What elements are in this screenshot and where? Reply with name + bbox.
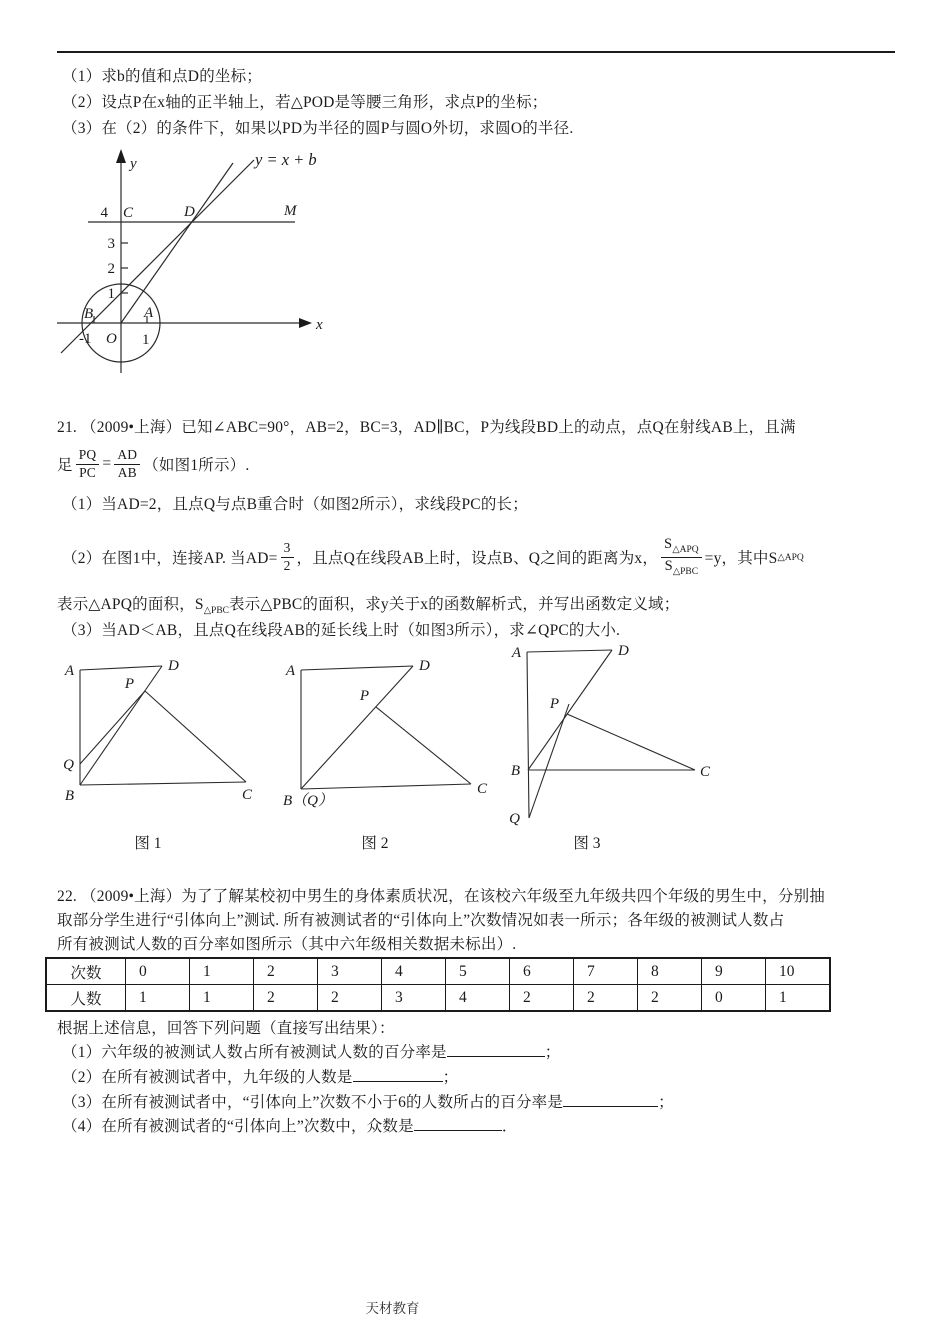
table-cell: 10 — [766, 958, 831, 985]
row-header-times: 次数 — [46, 958, 126, 985]
p20-part3: （3）在（2）的条件下，如果以PD为半径的圆P与圆O外切，求圆O的半径. — [62, 120, 574, 137]
figure-2 — [281, 652, 496, 812]
p21-intro-line2-post: （如图1所示）. — [143, 457, 250, 474]
question-punctuation: ； — [658, 1094, 674, 1111]
answer-blank — [447, 1040, 545, 1057]
question-text: （1）六年级的被测试人数占所有被测试人数的百分率是 — [62, 1044, 447, 1061]
p21-part2-line2b: 表示△PBC的面积，求y关于x的函数解析式，并写出函数定义域； — [229, 596, 680, 613]
point-B-label: B — [510, 763, 520, 779]
figure-2-caption: 图 2 — [361, 835, 389, 852]
p21-part1: （1）当AD=2，且点Q与点B重合时（如图2所示），求线段PC的长； — [62, 496, 528, 513]
point-C-label: C — [242, 787, 253, 803]
p20-part1: （1）求b的值和点D的坐标； — [62, 68, 262, 85]
table-cell: 0 — [126, 958, 190, 985]
p21-equals: = — [102, 455, 112, 472]
top-rule — [57, 51, 895, 53]
s-subscript: △PBC — [672, 566, 699, 577]
fraction-numerator: AD — [114, 447, 140, 464]
table-cell: 2 — [638, 985, 702, 1012]
table-cell: 9 — [702, 958, 766, 985]
p22-intro-line3: 所有被测试人数的百分率如图所示（其中六年级相关数据未标出）. — [57, 936, 517, 953]
point-D-label: D — [618, 643, 629, 659]
table-cell: 2 — [254, 985, 318, 1012]
answer-blank — [563, 1090, 658, 1107]
table-cell: 2 — [574, 985, 638, 1012]
p22-question-3 — [62, 1090, 674, 1112]
graph-labels — [79, 150, 323, 348]
graph-lines — [57, 155, 308, 373]
p21-part3: （3）当AD＜AB，且点Q在线段AB的延长线上时（如图3所示），求∠QPC的大小. — [62, 622, 621, 639]
table-cell: 4 — [382, 958, 446, 985]
question-text: （3）在所有被测试者中，“引体向上”次数不小于6的人数所占的百分率是 — [62, 1094, 564, 1111]
point-A-label: A — [64, 663, 74, 679]
figure-3 — [493, 636, 728, 831]
table-cell: 8 — [638, 958, 702, 985]
p22-intro-line2: 取部分学生进行“引体向上”测试. 所有被测试者的“引体向上”次数情况如表一所示；各年级的被测试人数占 — [57, 912, 785, 929]
coordinate-graph — [52, 143, 342, 383]
s-symbol: S — [664, 536, 673, 553]
fraction-numerator: PQ — [76, 447, 100, 464]
tick-4: 4 — [100, 205, 108, 221]
graph-arrowheads — [116, 149, 312, 328]
tick-x1: 1 — [142, 332, 150, 348]
point-D-label: D — [419, 658, 430, 674]
question-punctuation: ； — [544, 1044, 561, 1061]
p22-prompt: 根据上述信息，回答下列问题（直接写出结果）： — [57, 1020, 395, 1037]
table-cell: 2 — [254, 958, 318, 985]
question-text: （4）在所有被测试者的“引体向上”次数中，众数是 — [62, 1118, 414, 1135]
fraction-denominator — [662, 558, 702, 578]
figure-3-caption: 图 3 — [573, 835, 601, 852]
fraction-area-ratio — [661, 536, 702, 578]
point-B-label: B — [84, 306, 94, 322]
y-axis-label: y — [130, 156, 137, 172]
point-M-label: M — [284, 203, 297, 219]
table-cell: 1 — [126, 985, 190, 1012]
fraction-denominator: PC — [79, 464, 96, 480]
table-cell: 0 — [702, 985, 766, 1012]
figure-1 — [58, 652, 263, 812]
table-row-counts — [46, 985, 830, 1012]
p21-part2-pre: （2）在图1中，连接AP. 当AD= — [62, 550, 278, 567]
p21-intro-line1: 21. （2009•上海）已知∠ABC=90°，AB=2，BC=3，AD∥BC，P为线段BD上的动点，点Q在射线AB上，且满 — [57, 419, 796, 436]
tick-2: 2 — [107, 261, 115, 277]
tick-neg1: -1 — [79, 331, 92, 347]
p21-part2-mid: ，且点Q在线段AB上时，设点B、Q之间的距离为x， — [296, 550, 659, 567]
table-row-times — [46, 958, 830, 985]
point-C-label: C — [477, 781, 488, 797]
fraction-pq-pc — [76, 447, 100, 480]
s-symbol: S — [664, 557, 673, 574]
p21-part2-line2a: 表示△APQ的面积，S — [57, 596, 204, 613]
fraction-ad-ab — [114, 447, 140, 480]
tick-1: 1 — [107, 286, 115, 302]
s-subscript: △APQ — [777, 552, 804, 563]
p22-question-1 — [62, 1040, 560, 1062]
table-cell: 1 — [190, 958, 254, 985]
point-C-label: C — [700, 764, 711, 780]
s-subscript: △PBC — [203, 606, 230, 616]
point-B-label: B — [64, 788, 74, 804]
fraction-numerator — [661, 536, 702, 557]
point-Q-label: Q — [509, 811, 520, 827]
figure-1-lines — [80, 666, 246, 785]
figure-3-labels — [509, 643, 711, 827]
p21-intro-line2-pre: 足 — [57, 457, 73, 474]
p22-intro-line1: 22. （2009•上海）为了了解某校初中男生的身体素质状况，在该校六年级至九年级共四个年级的男生中，分别抽 — [57, 888, 825, 905]
figure-2-lines — [301, 666, 471, 789]
answer-blank — [353, 1065, 443, 1082]
p21-part2-line2 — [57, 592, 679, 616]
p20-part2: （2）设点P在x轴的正半轴上，若△POD是等腰三角形，求点P的坐标； — [62, 94, 548, 111]
tick-3: 3 — [107, 236, 115, 252]
row-header-counts: 人数 — [46, 985, 126, 1012]
table-cell: 3 — [318, 958, 382, 985]
table-cell: 2 — [318, 985, 382, 1012]
point-P-label: P — [124, 676, 134, 692]
table-cell: 7 — [574, 958, 638, 985]
fraction-3-2 — [281, 540, 294, 573]
point-A-label: A — [511, 645, 521, 661]
point-D-label: D — [184, 204, 195, 220]
p21-intro-line2 — [57, 437, 249, 491]
point-P-label: P — [549, 696, 559, 712]
question-punctuation: ； — [442, 1069, 459, 1086]
fraction-denominator: 2 — [283, 557, 291, 573]
table-cell: 1 — [190, 985, 254, 1012]
answer-blank — [414, 1114, 502, 1131]
fraction-denominator: AB — [117, 464, 137, 480]
point-Q-label: Q — [63, 757, 74, 773]
fraction-numerator: 3 — [281, 540, 294, 557]
figure-1-caption: 图 1 — [134, 835, 162, 852]
table-cell: 3 — [382, 985, 446, 1012]
p21-part2-line1 — [62, 527, 804, 587]
point-BQ-label: B（Q） — [283, 793, 333, 809]
table-cell: 4 — [446, 985, 510, 1012]
point-A-label: A — [144, 305, 154, 321]
point-A-label: A — [285, 663, 295, 679]
point-C-label: C — [123, 205, 134, 221]
point-P-label: P — [359, 688, 369, 704]
table-cell: 1 — [766, 985, 831, 1012]
point-D-label: D — [168, 658, 179, 674]
question-punctuation: ． — [501, 1118, 518, 1135]
p22-question-2 — [62, 1065, 458, 1087]
figure-3-lines — [527, 650, 695, 818]
p21-part2-eq: =y，其中S — [704, 550, 778, 567]
s-subscript: △APQ — [672, 545, 699, 556]
table-cell: 5 — [446, 958, 510, 985]
pullup-results-table — [45, 957, 831, 1012]
x-axis-label: x — [316, 317, 323, 333]
footer-brand: 天材教育 — [365, 1301, 420, 1316]
table-cell: 6 — [510, 958, 574, 985]
origin-label: O — [106, 331, 117, 347]
line-equation-label: y = x + b — [255, 150, 317, 169]
p22-question-4 — [62, 1114, 518, 1136]
question-text: （2）在所有被测试者中，九年级的人数是 — [62, 1069, 353, 1086]
table-cell: 2 — [510, 985, 574, 1012]
